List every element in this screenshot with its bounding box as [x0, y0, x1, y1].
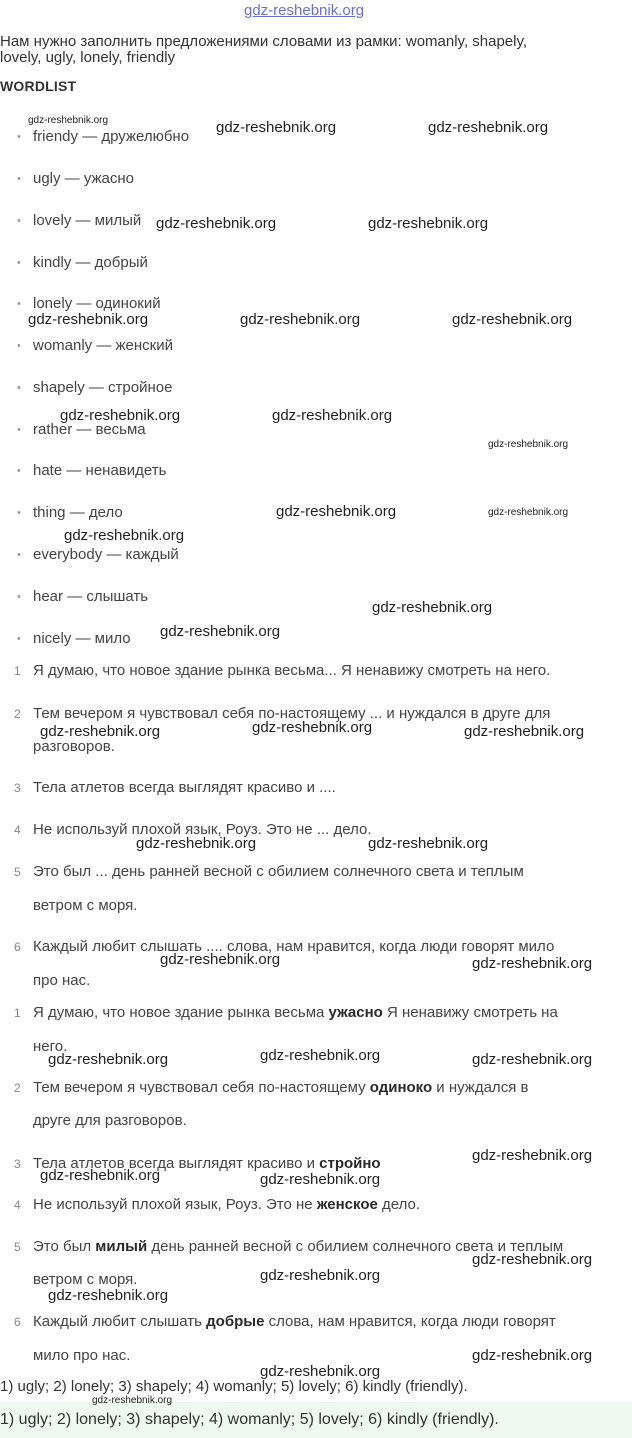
- solution-sentence-5: 5 Это был милый день ранней весной с обилием солнечного света и теплым: [14, 1238, 564, 1255]
- solution-sentence-3: 3 Тела атлетов всегда выглядят красиво и стройно: [14, 1155, 381, 1172]
- watermark: gdz-reshebnik.org: [240, 311, 361, 328]
- solution-sentence-6-cont: мило про нас.: [33, 1347, 131, 1364]
- list-item: • shapely — стройное: [17, 379, 173, 396]
- intro-text: Нам нужно заполнить предложениями словами из рамки: womanly, shapely,: [0, 33, 528, 50]
- bullet-icon: •: [17, 465, 21, 478]
- watermark: gdz-reshebnik.org: [252, 719, 373, 736]
- bullet-icon: •: [17, 215, 21, 228]
- bullet-icon: •: [17, 633, 21, 646]
- watermark: gdz-reshebnik.org: [60, 407, 181, 424]
- solution-sentence-2-cont: друге для разговоров.: [33, 1112, 187, 1129]
- task-sentence-5: 5 Это был ... день ранней весной с обилием солнечного света и теплым: [14, 863, 524, 880]
- solution-sentence-1: 1 Я думаю, что новое здание рынка весьма ужасно Я ненавижу смотреть на: [14, 1004, 558, 1021]
- watermark: gdz-reshebnik.org: [156, 215, 277, 232]
- watermark: gdz-reshebnik.org: [40, 1167, 161, 1184]
- watermark: gdz-reshebnik.org: [428, 119, 549, 136]
- answer-highlight: 1) ugly; 2) lonely; 3) shapely; 4) womanly; 5) lovely; 6) kindly (friendly).: [0, 1402, 632, 1438]
- bullet-icon: •: [17, 298, 21, 311]
- watermark: gdz-reshebnik.org: [272, 407, 393, 424]
- watermark: gdz-reshebnik.org: [48, 1287, 169, 1304]
- list-item: • thing — дело: [17, 504, 123, 521]
- watermark: gdz-reshebnik.org: [136, 835, 257, 852]
- list-item: • friendy — дружелюбно: [17, 128, 190, 145]
- solution-sentence-2: 2 Тем вечером я чувствовал себя по-настоящему одиноко и нуждался в: [14, 1079, 529, 1096]
- watermark: gdz-reshebnik.org: [472, 1347, 593, 1364]
- wordlist-heading: WORDLIST: [0, 78, 77, 94]
- answer-line: 1) ugly; 2) lonely; 3) shapely; 4) womanly; 5) lovely; 6) kindly (friendly).: [0, 1378, 468, 1395]
- watermark: gdz-reshebnik.org: [92, 1395, 173, 1406]
- watermark: gdz-reshebnik.org: [48, 1051, 169, 1068]
- solution-sentence-4: 4 Не используй плохой язык, Роуз. Это не женское дело.: [14, 1196, 421, 1213]
- task-sentence-6-cont: про нас.: [33, 972, 91, 989]
- task-sentence-5-cont: ветром с моря.: [33, 897, 138, 914]
- list-item: • hate — ненавидеть: [17, 462, 167, 479]
- solution-sentence-1-cont: него.: [33, 1038, 68, 1055]
- task-sentence-2-cont: разговоров.: [33, 738, 115, 755]
- task-sentence-4: 4 Не используй плохой язык, Роуз. Это не ... дело.: [14, 821, 372, 838]
- watermark: gdz-reshebnik.org: [64, 527, 185, 544]
- bullet-icon: •: [17, 340, 21, 353]
- watermark: gdz-reshebnik.org: [372, 599, 493, 616]
- list-item: • kindly — добрый: [17, 254, 148, 271]
- watermark: gdz-reshebnik.org: [160, 951, 281, 968]
- watermark: gdz-reshebnik.org: [472, 1251, 593, 1268]
- solution-sentence-6: 6 Каждый любит слышать добрые слова, нам нравится, когда люди говорят: [14, 1313, 556, 1330]
- watermark: gdz-reshebnik.org: [464, 723, 585, 740]
- watermark: gdz-reshebnik.org: [260, 1267, 381, 1284]
- watermark: gdz-reshebnik.org: [28, 115, 109, 126]
- watermark: gdz-reshebnik.org: [28, 311, 149, 328]
- watermark: gdz-reshebnik.org: [472, 955, 593, 972]
- bullet-icon: •: [17, 591, 21, 604]
- watermark: gdz-reshebnik.org: [488, 507, 569, 518]
- watermark: gdz-reshebnik.org: [160, 623, 281, 640]
- bullet-icon: •: [17, 507, 21, 520]
- task-sentence-6: 6 Каждый любит слышать .... слова, нам нравится, когда люди говорят мило: [14, 938, 555, 955]
- bullet-icon: •: [17, 257, 21, 270]
- bullet-icon: •: [17, 549, 21, 562]
- list-item: • womanly — женский: [17, 337, 174, 354]
- intro-text-cut: lovely, ugly, lonely, friendly: [0, 49, 176, 66]
- watermark: gdz-reshebnik.org: [260, 1363, 381, 1380]
- list-item: • lonely — одинокий: [17, 295, 161, 312]
- watermark: gdz-reshebnik.org: [40, 723, 161, 740]
- list-item: • ugly — ужасно: [17, 170, 135, 187]
- bullet-icon: •: [17, 131, 21, 144]
- task-sentence-1: 1 Я думаю, что новое здание рынка весьма... Я ненавижу смотреть на него.: [14, 662, 551, 679]
- list-item: • hear — слышать: [17, 588, 149, 605]
- watermark: gdz-reshebnik.org: [276, 503, 397, 520]
- list-item: • nicely — мило: [17, 630, 131, 647]
- watermark: gdz-reshebnik.org: [472, 1147, 593, 1164]
- watermark: gdz-reshebnik.org: [488, 439, 569, 450]
- task-sentence-2: 2 Тем вечером я чувствовал себя по-настоящему ... и нуждался в друге для: [14, 705, 551, 722]
- bullet-icon: •: [17, 173, 21, 186]
- task-sentence-3: 3 Тела атлетов всегда выглядят красиво и ....: [14, 779, 336, 796]
- watermark: gdz-reshebnik.org: [260, 1047, 381, 1064]
- watermark: gdz-reshebnik.org: [472, 1051, 593, 1068]
- watermark: gdz-reshebnik.org: [452, 311, 573, 328]
- watermark: gdz-reshebnik.org: [260, 1171, 381, 1188]
- watermark: gdz-reshebnik.org: [216, 119, 337, 136]
- bullet-icon: •: [17, 382, 21, 395]
- watermark: gdz-reshebnik.org: [368, 215, 489, 232]
- solution-sentence-5-cont: ветром с моря.: [33, 1271, 138, 1288]
- list-item: • lovely — милый: [17, 212, 142, 229]
- list-item: • everybody — каждый: [17, 546, 179, 563]
- site-link[interactable]: gdz-reshebnik.org: [244, 2, 365, 19]
- list-item: • rather — весьма: [17, 421, 146, 438]
- bullet-icon: •: [17, 424, 21, 437]
- watermark: gdz-reshebnik.org: [368, 835, 489, 852]
